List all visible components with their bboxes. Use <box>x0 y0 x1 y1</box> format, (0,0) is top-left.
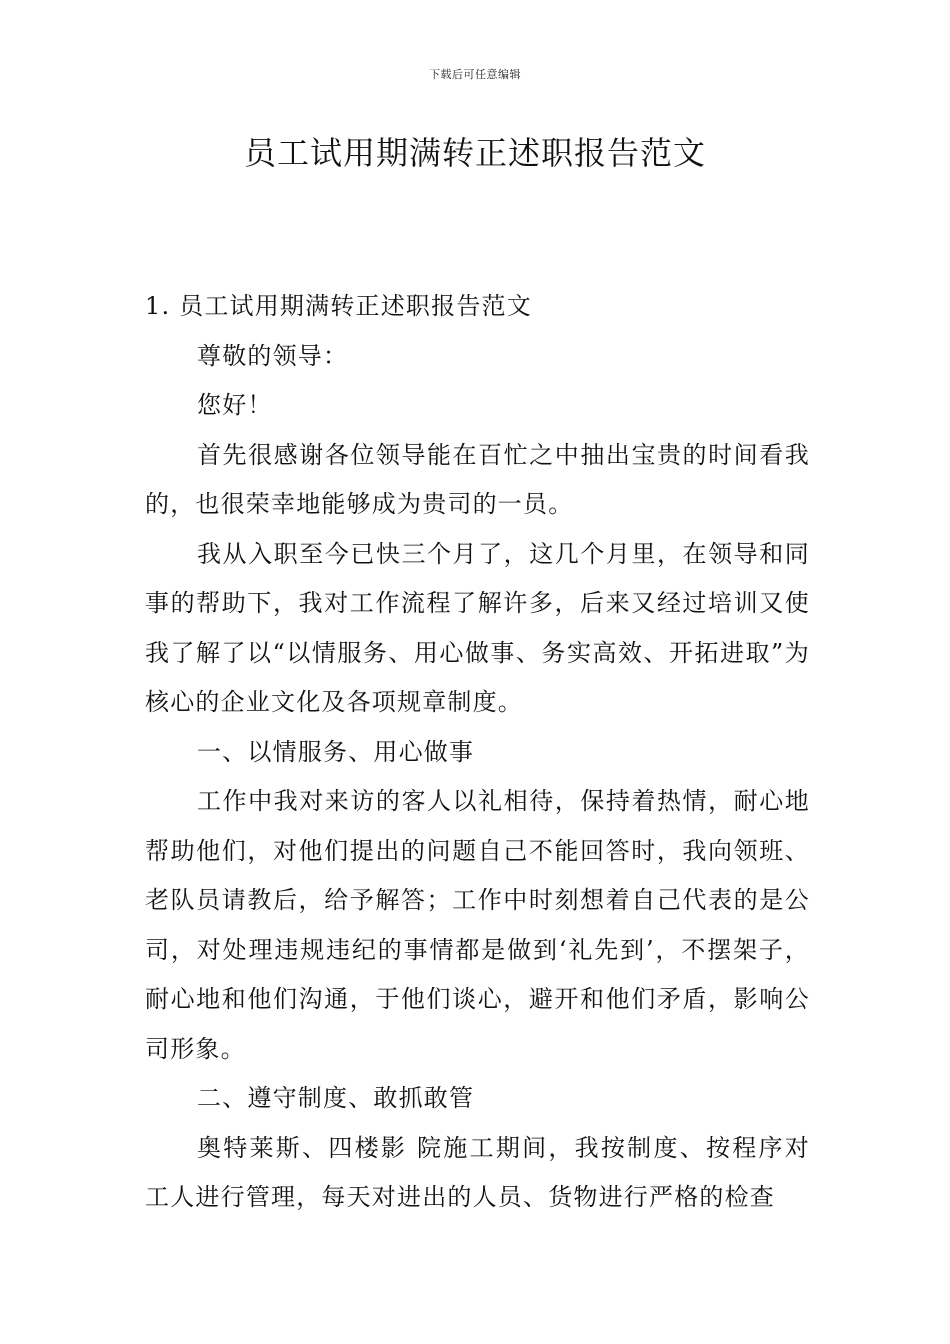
subheading: 一、以情服务、用心做事 <box>197 737 475 766</box>
paragraph: 首先很感谢各位领导能在百忙之中抽出宝贵的时间看我的，也很荣幸地能够成为贵司的一员。 <box>145 440 810 518</box>
section-heading: 1. 员工试用期满转正述职报告范文 <box>145 292 532 320</box>
paragraph: 奥特莱斯、四楼影 院施工期间，我按制度、按程序对工人进行管理，每天对进出的人员、货物进行严格的检查 <box>145 1133 810 1211</box>
salutation: 尊敬的领导： <box>197 341 349 370</box>
page-title: 员工试用期满转正述职报告范文 <box>243 134 706 172</box>
document-body <box>145 282 810 1223</box>
subheading: 二、遵守制度、敢抓敢管 <box>197 1084 475 1112</box>
paragraph: 工作中我对来访的客人以礼相待，保持着热情，耐心地帮助他们，对他们提出的问题自己不能回答时，我向领班、老队员请教后，给予解答；工作中时刻想着自己代表的是公司，对处理违规违纪的事情都是做到‘礼先到’，不摆架子，耐心地和他们沟通，于他们谈心，避开和他们矛盾，影响公司形象。 <box>145 787 810 1063</box>
paragraph: 我从入职至今已快三个月了，这几个月里，在领导和同事的帮助下，我对工作流程了解许多，后来又经过培训又使我了解了以“以情服务、用心做事、务实高效、开拓进取”为核心的企业文化及各项规章制度。 <box>145 539 810 716</box>
greeting: 您好！ <box>197 391 273 419</box>
header-note: 下载后可任意编辑 <box>429 68 521 81</box>
